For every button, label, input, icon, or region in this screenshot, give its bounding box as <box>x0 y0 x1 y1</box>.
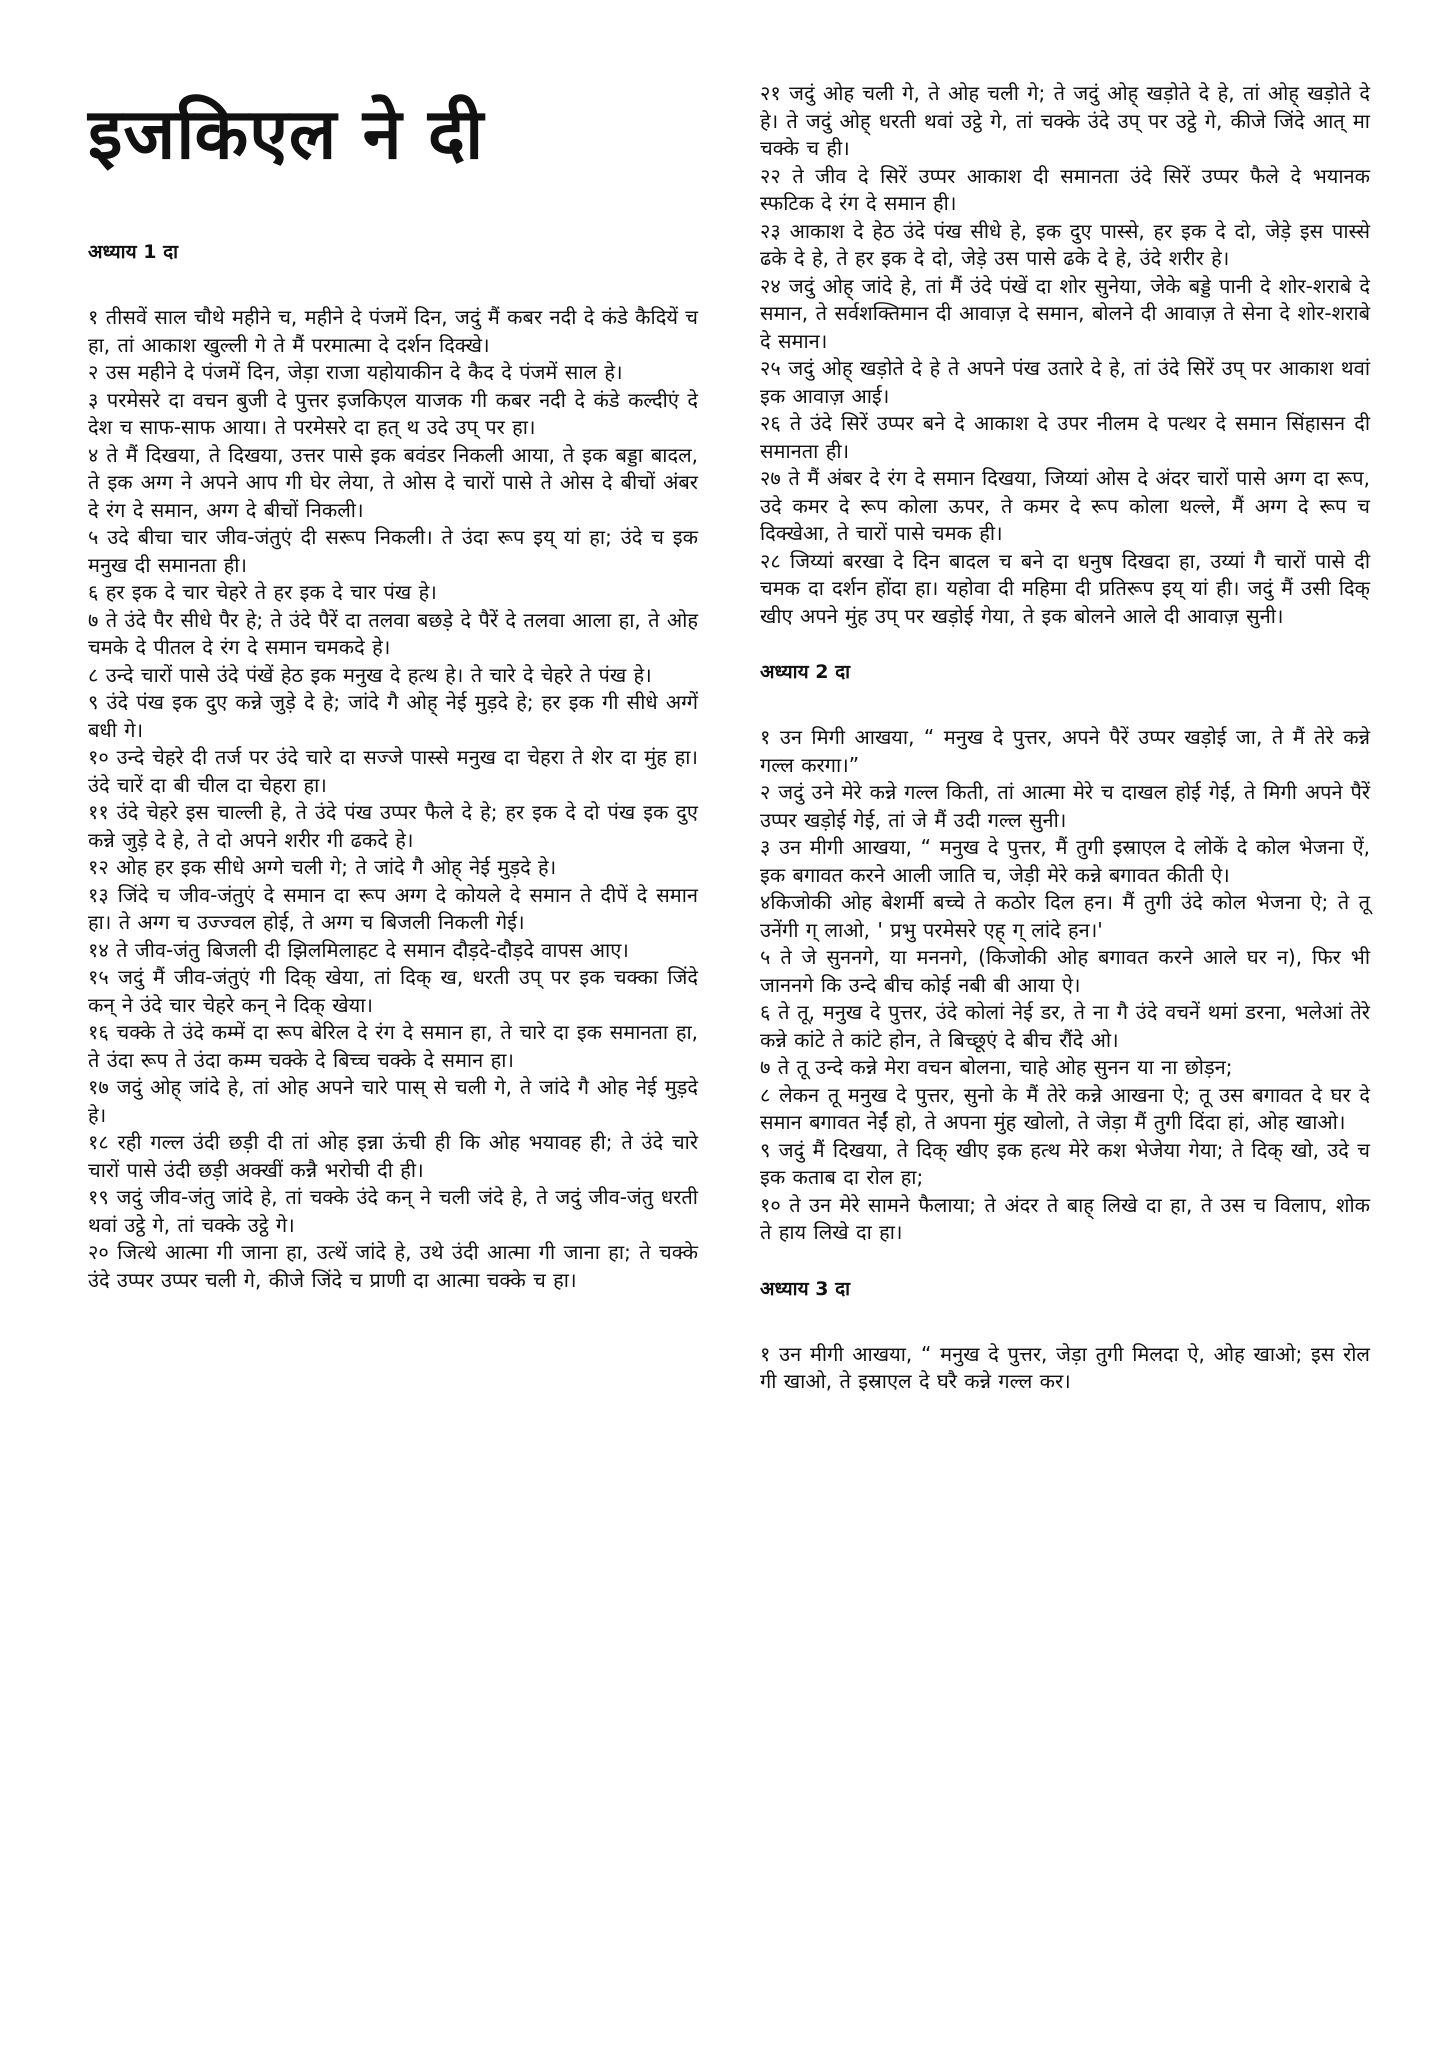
document-title: इजकिएल ने दी <box>88 93 485 175</box>
verse: ८ लेकन तू मनुख दे पुत्तर, सुनो के मैं तेरे कन्ने आखना ऐ; तू उस बगावत दे घर दे समान बगावत नेईं हो, ते अपना मुंह खोलो, ते जेड़ा मैं तुगी दिंदा हां, ओह खाओ। <box>760 1082 1370 1134</box>
verse: ४किजोकी ओह बेशर्मी बच्चे ते कठोर दिल हन। मैं तुगी उंदे कोल भेजना ऐ; ते तू उनेंगी ग् लाओ, ' प्रभु परमेसरे एह् ग् लांदे हन।' <box>760 890 1370 942</box>
verse: २ उस महीने दे पंजमें दिन, जेड़ा राजा यहोयाकीन दे कैद दे पंजमें साल हे। <box>88 360 623 384</box>
verse: २३ आकाश दे हेठ उंदे पंख सीधे हे, इक दुए पास्से, हर इक दे दो, जेड़े इस पास्से ढके दे हे, ते हर इक दे दो, जेड़े उस पासे ढके दे हे, उंदे शरीर हे। <box>760 218 1370 270</box>
verse: १८ रही गल्ल उंदी छड़ी दी तां ओह इन्ना ऊंची ही कि ओह भयावह ही; ते उंदे चारे चारों पासे उंदी छड़ी अक्खीं कन्नै भरोची दी ही। <box>88 1130 698 1182</box>
chapter-2-verses <box>760 724 1370 1247</box>
verse: २ जदुं उने मेरे कन्ने गल्ल किती, तां आत्मा मेरे च दाखल होई गेई, ते मिगी अपने पैरें उप्पर खड़ोई गेई, तां जे मैं उदी गल्ल सुनी। <box>760 780 1370 832</box>
verse: १५ जदुं मैं जीव-जंतुएं गी दिक् खेया, तां दिक् ख, धरती उप् पर इक चक्का जिंदे कन् ने उंदे चार चेहरे कन् ने दिक् खेया। <box>88 965 698 1017</box>
verse: १६ चक्के ते उंदे कम्में दा रूप बेरिल दे रंग दे समान हा, ते चारे दा इक समानता हा, ते उंदा रूप ते उंदा कम्म चक्के दे बिच्च चक्के दे समान हा। <box>88 1020 698 1072</box>
verse: १० उन्दे चेहरे दी तर्ज पर उंदे चारे दा सज्जे पास्से मनुख दा चेहरा ते शेर दा मुंह हा। उंदे चारें दा बी चील दा चेहरा हा। <box>88 745 698 797</box>
verse: १ तीसवें साल चौथे महीने च, महीने दे पंजमें दिन, जदुं मैं कबर नदी दे कंडे कैदियें च हा, तां आकाश खुल्ली गे ते मैं परमात्मा दे दर्शन दिक्खे। <box>88 305 698 357</box>
verse: २१ जदुं ओह चली गे, ते ओह चली गे; ते जदुं ओह् खड़ोते दे हे, तां ओह् खड़ोते दे हे। ते जदुं ओह् धरती थवां उट्ठे गे, तां चक्के उंदे उप् पर उट्ठे गे, कीजे जिंदे आत् मा चक्के च ही। <box>760 81 1370 160</box>
verse: ७ ते उंदे पैर सीधे पैर हे; ते उंदे पैरें दा तलवा बछड़े दे पैरें दे तलवा आला हा, ते ओह चमके दे पीतल दे रंग दे समान चमकदे हे। <box>88 607 698 659</box>
verse: २७ ते मैं अंबर दे रंग दे समान दिखया, जिय्यां ओस दे अंदर चारों पासे अग्ग दा रूप, उदे कमर दे रूप कोला ऊपर, ते कमर दे रूप कोला थल्ले, मैं अग्ग दे रूप च दिक्खेआ, ते चारों पासे चमक ही। <box>760 466 1370 545</box>
left-column <box>88 80 698 1294</box>
verse: १० ते उन मेरे सामने फैलाया; ते अंदर ते बाह् लिखे दा हा, ते उस च विलाप, शोक ते हाय लिखे दा हा। <box>760 1192 1370 1244</box>
verse: १४ ते जीव-जंतु बिजली दी झिलमिलाहट दे समान दौड़दे-दौड़दे वापस आए। <box>88 937 629 962</box>
chapter-1-verses-left <box>88 304 698 1294</box>
verse: १ उन मीगी आखया, “ मनुख दे पुत्तर, जेड़ा तुगी मिलदा ऐ, ओह खाओ; इस रोल गी खाओ, ते इस्राएल दे घरै कन्ने गल्ल कर। <box>760 1341 1370 1393</box>
chapter-heading-3: अध्याय 3 दा <box>760 1277 851 1300</box>
verse: २२ ते जीव दे सिरें उप्पर आकाश दी समानता उंदे सिरें उप्पर फैले दे भयानक स्फटिक दे रंग दे समान ही। <box>760 163 1370 215</box>
document-page <box>88 80 1378 2020</box>
chapter-heading-1: अध्याय 1 दा <box>88 241 179 263</box>
verse: २६ ते उंदे सिरें उप्पर बने दे आकाश दे उपर नीलम दे पत्थर दे समान सिंहासन दी समानता ही। <box>760 411 1370 463</box>
verse: ९ जदुं मैं दिखया, ते दिक् खीए इक हत्थ मेरे कश भेजेया गेया; ते दिक् खो, उदे च इक कताब दा रोल हा; <box>760 1137 1370 1189</box>
verse: ५ उदे बीचा चार जीव-जंतुएं दी सरूप निकली। ते उंदा रूप इय् यां हा; उंदे च इक मनुख दी समानता ही। <box>88 525 698 577</box>
verse: १७ जदुं ओह् जांदे हे, तां ओह अपने चारे पास् से चली गे, ते जांदे गै ओह नेई मुड़दे हे। <box>88 1075 698 1127</box>
verse: ६ ते तू, मनुख दे पुत्तर, उंदे कोलां नेई डर, ते ना गै उंदे वचनें थमां डरना, भलेआं तेरे कन्ने कांटे ते कांटे होन, ते बिच्छूएं दे बीच रौंदे ओ। <box>760 1000 1370 1052</box>
verse: ९ उंदे पंख इक दुए कन्ने जुड़े दे हे; जांदे गै ओह् नेई मुड़दे हे; हर इक गी सीधे अग्गें बधी गे। <box>88 690 698 742</box>
verse: १२ ओह हर इक सीधे अग्गे चली गे; ते जांदे गै ओह् नेई मुड़दे हे। <box>88 855 557 879</box>
verse: ६ हर इक दे चार चेहरे ते हर इक दे चार पंख हे। <box>88 580 437 604</box>
verse: ३ परमेसरे दा वचन बुजी दे पुत्तर इजकिएल याजक गी कबर नदी दे कंडे कल्दीएं दे देश च साफ-साफ आया। ते परमेसरे दा हत् थ उदे उप् पर हा। <box>88 387 698 439</box>
verse: २५ जदुं ओह् खड़ोते दे हे ते अपने पंख उतारे दे हे, तां उंदे सिरें उप् पर आकाश थवां इक आवाज़ आई। <box>760 356 1370 408</box>
verse: १९ जदुं जीव-जंतु जांदे हे, तां चक्के उंदे कन् ने चली जंदे हे, ते जदुं जीव-जंतु धरती थवां उट्ठे गे, तां चक्के उट्ठे गे। <box>88 1185 698 1237</box>
verse: ५ ते जे सुननगे, या मननगे, (किजोकी ओह बगावत करने आले घर न), फिर भी जाननगे कि उन्दे बीच कोई नबी बी आया ऐ। <box>760 945 1370 997</box>
verse: १३ जिंदे च जीव-जंतुएं दे समान दा रूप अग्ग दे कोयले दे समान ते दीपें दे समान हा। ते अग्ग च उज्ज्वल होई, ते अग्ग च बिजली निकली गेई। <box>88 882 698 934</box>
verse: ७ ते तू उन्दे कन्ने मेरा वचन बोलना, चाहे ओह सुनन या ना छोड़न; <box>760 1055 1233 1079</box>
right-column <box>760 80 1370 1396</box>
chapter-3-verses <box>760 1341 1370 1396</box>
verse: २० जित्थे आत्मा गी जाना हा, उत्थें जांदे हे, उथे उंदी आत्मा गी जाना हा; ते चक्के उंदे उप्पर उप्पर चली गे, कीजे जिंदे च प्राणी दा आत्मा चक्के च हा। <box>88 1240 698 1292</box>
verse: ३ उन मीगी आखया, “ मनुख दे पुत्तर, मैं तुगी इस्राएल दे लोकें दे कोल भेजना ऐं, इक बगावत करने आली जाति च, जेड़ी मेरे कन्ने बगावत कीती ऐ। <box>760 835 1370 887</box>
verse: २४ जदुं ओह् जांदे हे, तां मैं उंदे पंखें दा शोर सुनेया, जेके बड्डे पानी दे शोर-शराबे दे समान, ते सर्वशक्तिमान दी आवाज़ दे समान, बोलने दी आवाज़ ते सेना दे शोर-शराबे दे समान। <box>760 273 1370 353</box>
verse: ११ उंदे चेहरे इस चाल्ली हे, ते उंदे पंख उप्पर फैले दे हे; हर इक दे दो पंख इक दुए कन्ने जुड़े दे हे, ते दो अपने शरीर गी ढकदे हे। <box>88 800 698 852</box>
verse: ४ ते मैं दिखया, ते दिखया, उत्तर पासे इक बवंडर निकली आया, ते इक बड्डा बादल, ते इक अग्ग ने अपने आप गी घेर लेया, ते ओस दे चारों पासे ते ओस दे बीचों अंबर दे रंग दे समान, अग्ग दे बीचों निकली। <box>88 442 698 522</box>
chapter-1-verses-right <box>760 80 1370 630</box>
verse: २८ जिय्यां बरखा दे दिन बादल च बने दा धनुष दिखदा हा, उय्यां गै चारों पासे दी चमक दा दर्शन होंदा हा। यहोवा दी महिमा दी प्रतिरूप इय् यां ही। जदुं मैं उसी दिक् खीए अपने मुंह उप् पर खड़ोई गेया, ते इक बोलने आले दी आवाज़ सुनी। <box>760 548 1370 628</box>
chapter-heading-2: अध्याय 2 दा <box>760 661 851 683</box>
verse: ८ उन्दे चारों पासे उंदे पंखें हेठ इक मनुख दे हत्थ हे। ते चारे दे चेहरे ते पंख हे। <box>88 662 652 687</box>
verse: १ उन मिगी आखया, “ मनुख दे पुत्तर, अपने पैरें उप्पर खड़ोई जा, ते मैं तेरे कन्ने गल्ल करगा।” <box>760 725 1370 777</box>
